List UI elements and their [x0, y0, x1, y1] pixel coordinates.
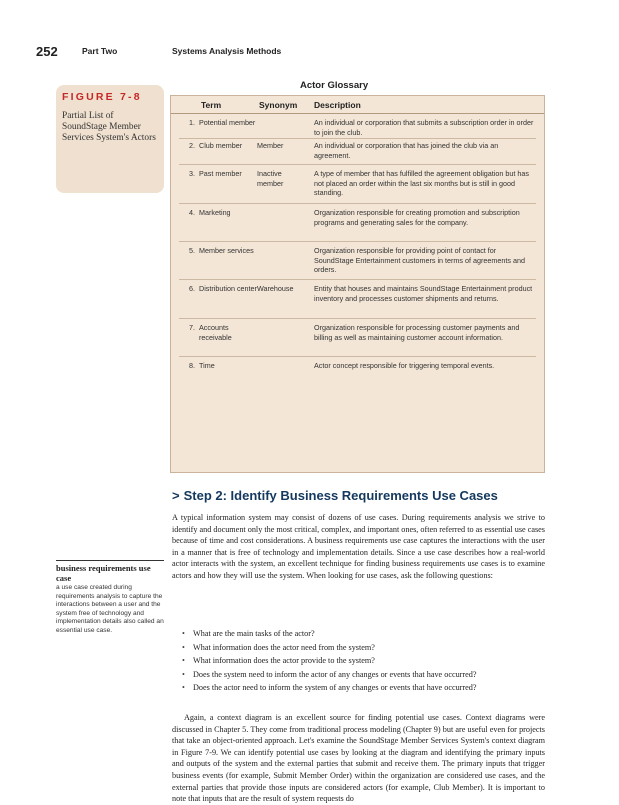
row-synonym: Member: [257, 141, 284, 150]
column-header-synonym: Synonym: [259, 100, 298, 110]
figure-label: FIGURE 7-8: [62, 91, 142, 103]
bullet-icon: •: [182, 669, 185, 679]
body-paragraph-1: A typical information system may consist of dozens of use cases. During requirements analysis we strive to identify and document only the most critical, complex, and important ones, often referred to as essential use cases because of time and cost considerations. A business requirements use case captures the interactions with the user in a manner that is free of technology and implementation details. Since a use case describes how a real-world actor interacts with the system, an excellent technique for finding business requirements use cases is to examine actors and how they will use the system. When looking for use cases, ask the following questions:: [172, 513, 545, 580]
row-divider: [179, 318, 536, 319]
list-item: • What information does the actor need from the system?: [182, 642, 375, 652]
row-divider: [179, 356, 536, 357]
list-item: • What are the main tasks of the actor?: [182, 629, 315, 638]
row-number: 7.: [189, 323, 195, 332]
row-term: Marketing: [199, 208, 231, 217]
row-term: Time: [199, 361, 215, 370]
row-divider: [179, 203, 536, 204]
actor-glossary-table: [170, 95, 545, 473]
column-header-description: Description: [314, 100, 361, 110]
section-title: Systems Analysis Methods: [172, 46, 282, 56]
row-number: 2.: [189, 141, 195, 150]
figure-caption-box: [56, 85, 164, 193]
chevron-right-icon: >: [172, 488, 180, 503]
column-header-term: Term: [201, 100, 222, 110]
row-synonym: Inactive member: [257, 169, 284, 188]
row-number: 3.: [189, 169, 195, 178]
row-number: 6.: [189, 284, 195, 293]
row-description: An individual or corporation that submits a subscription order in order to join the club.: [314, 118, 534, 137]
list-item: • What information does the actor provide to the system?: [182, 656, 375, 666]
row-number: 4.: [189, 208, 195, 217]
row-number: 5.: [189, 246, 195, 255]
bullet-icon: •: [182, 683, 185, 693]
table-header: [171, 96, 544, 114]
step-heading: [172, 488, 498, 503]
row-description: Actor concept responsible for triggering temporal events.: [314, 361, 495, 370]
row-description: A type of member that has fulfilled the agreement obligation but has not placed an order within the last six months but is still in good standing.: [314, 169, 529, 197]
body-paragraph-2: Again, a context diagram is an excellent source for finding potential use cases. Context diagrams were discussed in Chapter 5. They come from traditional process modeling (Chapter 9) but are useful even for projects that take an object-oriented approach. Let's examine the SoundStage Member Services System's context diagram in Figure 7-9. We can identify potential use cases by looking at the diagram and identifying the primary inputs and outputs of the system and the external parties that submit and receive them. The primary inputs that trigger business events (for example, Submit Member Order) within the organization are considered use cases, and the external parties that provide those inputs are considered actors (for example, Club Member). It is important to note that inputs that are the result of system requests do: [172, 713, 545, 804]
row-number: 8.: [189, 361, 195, 370]
bullet-icon: •: [182, 629, 185, 638]
row-number: 1.: [189, 118, 195, 127]
row-description: Organization responsible for processing customer payments and billing as well as maintaining customer account information.: [314, 323, 520, 342]
definition-term: business requirements use case: [56, 563, 151, 583]
row-divider: [179, 241, 536, 242]
list-item: • Does the actor need to inform the system of any changes or events that have occurred?: [182, 683, 477, 693]
definition-text: a use case created during requirements analysis to capture the interactions between a user and the system free of technology and implementation details also called an essential use case.: [56, 584, 164, 634]
row-divider: [179, 138, 536, 139]
row-description: Organization responsible for creating promotion and subscription programs and generating sales for the company.: [314, 208, 520, 227]
part-label: Part Two: [82, 46, 118, 56]
row-term: Accounts receivable: [199, 323, 232, 342]
step-heading-text: Step 2: Identify Business Requirements Use Cases: [183, 488, 498, 503]
row-term: Distribution center: [199, 284, 257, 293]
figure-caption: Partial List of SoundStage Member Services System's Actors: [62, 111, 156, 143]
row-term: Potential member: [199, 118, 256, 127]
row-term: Club member: [199, 141, 243, 150]
question-list: [182, 628, 545, 696]
row-description: An individual or corporation that has joined the club via an agreement.: [314, 141, 499, 160]
glossary-title: Actor Glossary: [300, 80, 369, 91]
bullet-icon: •: [182, 642, 185, 652]
row-term: Past member: [199, 169, 242, 178]
list-item: • Does the system need to inform the actor of any changes or events that have occurred?: [182, 669, 477, 679]
row-term: Member services: [199, 246, 254, 255]
row-description: Entity that houses and maintains SoundStage Entertainment product inventory and processes customer shipments and returns.: [314, 284, 533, 303]
margin-definition: [56, 560, 164, 636]
row-divider: [179, 164, 536, 165]
bullet-icon: •: [182, 656, 185, 666]
row-description: Organization responsible for providing point of contact for SoundStage Entertainment customers in terms of agreements and orders.: [314, 246, 525, 274]
row-synonym: Warehouse: [257, 284, 294, 293]
page-number: 252: [36, 44, 58, 59]
row-divider: [179, 279, 536, 280]
